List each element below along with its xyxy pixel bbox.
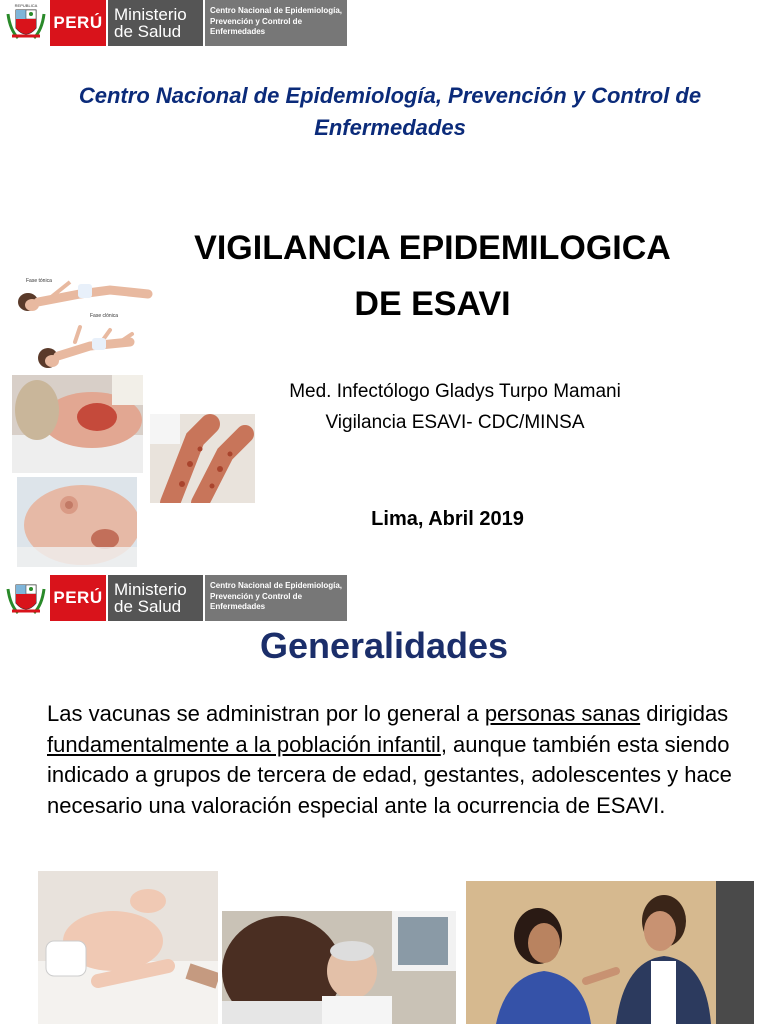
ministry-line-2: de Salud	[114, 22, 182, 41]
cdc-line-2: Prevención y Control de	[210, 591, 303, 601]
section-body-text	[47, 699, 737, 821]
place-date: Lima, Abril 2019	[371, 508, 524, 530]
cdc-line-1: Centro Nacional de Epidemiología,	[210, 6, 343, 15]
cdc-line-3: Enfermedades	[210, 27, 266, 36]
section-title: Generalidades	[259, 625, 509, 666]
underlined-child-population: fundamentalmente a la población infantil	[47, 731, 441, 757]
coat-of-arms-icon	[4, 0, 48, 46]
cdc-line-1: Centro Nacional de Epidemiología,	[210, 581, 343, 590]
slide-2	[0, 575, 768, 1024]
center-title: Centro Nacional de Epidemiología, Prevención y Control de Enfermedades	[78, 83, 702, 140]
author-affiliation: Vigilancia ESAVI- CDC/MINSA	[325, 412, 585, 433]
seizure-phases-illustration	[10, 272, 155, 374]
cdc-line-3: Enfermedades	[210, 602, 266, 611]
clonic-phase-label: Fase clónica	[90, 313, 119, 319]
body-text-part-2: dirigidas	[640, 701, 729, 726]
ministry-line-2: de Salud	[114, 597, 182, 616]
body-text-part-1: Las vacunas se administran por lo general a	[47, 701, 485, 726]
tonic-phase-label: Fase tónica	[26, 278, 52, 284]
cdc-label	[205, 575, 347, 621]
elderly-vaccination-photo	[222, 911, 456, 1024]
adult-vaccination-photo	[466, 881, 754, 1024]
cdc-label	[205, 0, 347, 46]
infant-injection-site-photo	[12, 375, 143, 473]
infant-vaccination-photo	[38, 871, 218, 1024]
svg-text:REPUBLICA: REPUBLICA	[14, 3, 38, 8]
ministry-label	[108, 575, 203, 621]
ministry-line-1: Ministerio	[114, 5, 187, 24]
coat-of-arms-icon	[4, 575, 48, 621]
ministry-logo-bar	[4, 0, 347, 46]
peru-label: PERÚ	[50, 575, 106, 621]
author-name: Med. Infectólogo Gladys Turpo Mamani	[289, 381, 621, 402]
infant-abscess-photo	[17, 477, 137, 567]
cdc-line-2: Prevención y Control de	[210, 16, 303, 26]
body-text-part-3: , aunque también esta siendo indicado a grupos de tercera de edad, gestantes, adolescentes y hace necesario una valoración especial ante la ocurrencia de ESAVI.	[47, 731, 732, 818]
ministry-line-1: Ministerio	[114, 580, 187, 599]
title-line-2: DE ESAVI	[354, 285, 511, 323]
ministry-logo-bar	[4, 575, 347, 621]
presentation-title	[160, 220, 705, 332]
ministry-label	[108, 0, 203, 46]
peru-label: PERÚ	[50, 0, 106, 46]
author-block	[240, 376, 670, 438]
title-line-1: VIGILANCIA EPIDEMILOGICA	[194, 229, 671, 267]
underlined-healthy-people: personas sanas	[484, 701, 641, 726]
